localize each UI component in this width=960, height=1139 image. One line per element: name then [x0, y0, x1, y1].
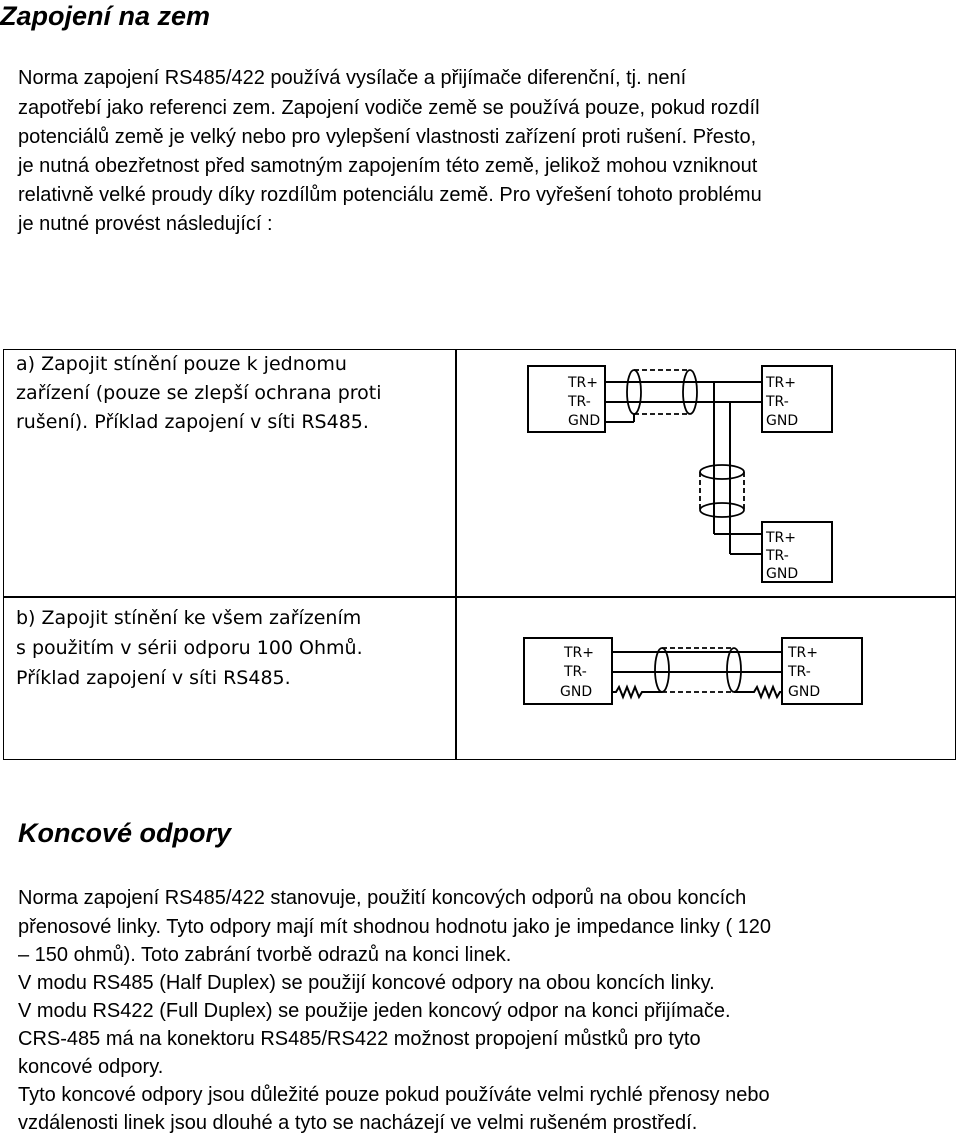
label-tr-minus: TR- [788, 664, 811, 680]
cable-shield [655, 648, 741, 692]
row-b-text-line: Příklad zapojení v síti RS485. [16, 667, 291, 689]
label-gnd: GND [788, 684, 821, 700]
section-heading-grounding: Zapojení na zem [0, 1, 211, 31]
label-tr-plus: TR+ [568, 375, 599, 391]
section-heading-termination: Koncové odpory [18, 818, 232, 848]
label-tr-plus: TR+ [564, 645, 595, 661]
paragraph-line: – 150 ohmů). Toto zabrání tvorbě odrazů na konci linek. [18, 944, 512, 966]
paragraph-line: Norma zapojení RS485/422 stanovuje, použití koncových odporů na obou koncích [18, 887, 747, 909]
paragraph-line: vzdálenosti linek jsou dlouhé a tyto se nacházejí ve velmi rušeném prostředí. [18, 1112, 698, 1134]
resistor-left [612, 687, 648, 697]
paragraph-line: potenciálů země je velký nebo pro vylepšení vlastnosti zařízení proti rušení. Přesto, [18, 126, 757, 148]
label-tr-plus: TR+ [788, 645, 819, 661]
table-column-divider [455, 350, 457, 759]
paragraph-line: V modu RS422 (Full Duplex) se použije jeden koncový odpor na konci přijímače. [18, 1000, 731, 1022]
diagram-shield-all-devices [520, 612, 900, 722]
paragraph-line: koncové odpory. [18, 1056, 164, 1078]
row-a-text-line: a) Zapojit stínění pouze k jednomu [16, 353, 347, 375]
label-tr-minus: TR- [564, 664, 587, 680]
diagram-shield-one-device [522, 362, 882, 584]
label-tr-minus: TR- [766, 548, 789, 564]
label-tr-minus: TR- [766, 394, 789, 410]
label-gnd: GND [560, 684, 593, 700]
row-a-text-line: rušení). Příklad zapojení v síti RS485. [16, 411, 369, 433]
table-row-divider [4, 596, 955, 598]
paragraph-line: přenosové linky. Tyto odpory mají mít shodnou hodnotu jako je impedance linky ( 120 [18, 916, 772, 938]
signal-wires [612, 652, 782, 672]
paragraph-line: Tyto koncové odpory jsou důležité pouze pokud používáte velmi rychlé přenosy nebo [18, 1084, 770, 1106]
wiring-examples-table [3, 349, 956, 760]
label-gnd: GND [568, 413, 601, 429]
paragraph-line: zapotřebí jako referenci zem. Zapojení vodiče země se používá pouze, pokud rozdíl [18, 97, 760, 119]
label-tr-minus: TR- [568, 394, 591, 410]
resistor-right [748, 687, 782, 697]
row-b-text-line: s použitím v sérii odporu 100 Ohmů. [16, 637, 363, 659]
row-b-text-line: b) Zapojit stínění ke všem zařízením [16, 607, 362, 629]
paragraph-line: Norma zapojení RS485/422 používá vysílače a přijímače diferenční, tj. není [18, 67, 687, 89]
paragraph-line: relativně velké proudy díky rozdílům potenciálu země. Pro vyřešení tohoto problému [18, 184, 762, 206]
label-gnd: GND [766, 566, 799, 582]
label-tr-plus: TR+ [766, 375, 797, 391]
label-tr-plus: TR+ [766, 530, 797, 546]
cable-shield-vertical [700, 465, 744, 517]
cable-shield-horizontal [627, 370, 697, 414]
row-a-text-line: zařízení (pouze se zlepší ochrana proti [16, 382, 382, 404]
paragraph-line: V modu RS485 (Half Duplex) se použijí koncové odpory na obou koncích linky. [18, 972, 715, 994]
shield-ground-wire [605, 414, 634, 422]
paragraph-line: je nutná obezřetnost před samotným zapojením této země, jelikož mohou vzniknout [18, 155, 758, 177]
paragraph-line: CRS-485 má na konektoru RS485/RS422 možnost propojení můstků pro tyto [18, 1028, 701, 1050]
paragraph-line: je nutné provést následující : [18, 213, 273, 235]
label-gnd: GND [766, 413, 799, 429]
